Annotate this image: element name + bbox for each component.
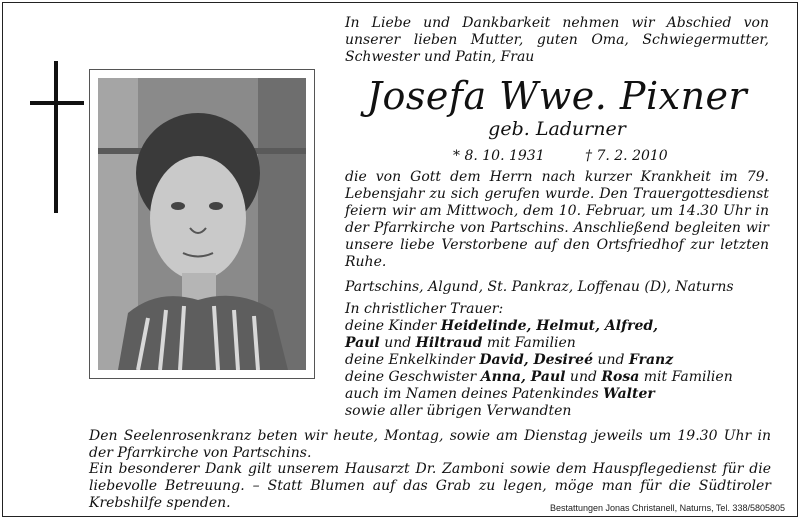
mourners-children-line-2: Paul und Hiltraud mit Familien [345,335,576,351]
portrait-frame [89,69,315,379]
mourners-heading: In christlicher Trauer: [345,301,504,317]
funeral-home-credit: Bestattungen Jonas Christanell, Naturns, Tel. 338/5805805 [550,503,785,513]
places-line: Partschins, Algund, St. Pankraz, Loffenau (D), Naturns [345,279,734,295]
mourners-godchild: auch im Namen deines Patenkindes Walter [345,386,655,402]
mourners-grandchildren: deine Enkelkinder David, Desireé und Franz [345,352,674,368]
mourners-children-line-1: deine Kinder Heidelinde, Helmut, Alfred, [345,318,659,334]
death-date: † 7. 2. 2010 [585,148,668,164]
funeral-details: die von Gott dem Herrn nach kurzer Krankheit im 79. Lebensjahr zu sich gerufen wurde. Den Trauergottesdienst feiern wir am Mittwoch, dem 10. Februar, um 14.30 Uhr in der Pfarrkirche von Partschins. Anschließend begleiten wir unsere liebe Verstorbene auf den Ortsfriedhof zur letzten Ruhe. [345,169,769,270]
intro-text: In Liebe und Dankbarkeit nehmen wir Abschied von unserer lieben Mutter, guten Oma, Schwiegermutter, Schwester und Patin, Frau [345,15,769,65]
obituary-notice [2,2,798,517]
mourners-relatives: sowie aller übrigen Verwandten [345,403,572,419]
deceased-name: Josefa Wwe. Pixner [366,74,748,118]
mourners-list [345,301,769,420]
birth-date: * 8. 10. 1931 [453,148,545,164]
mourners-siblings: deine Geschwister Anna, Paul und Rosa mit Familien [345,369,733,385]
portrait-photo [98,78,306,370]
birth-name: geb. Ladurner [488,118,626,140]
thanks-notice: Ein besonderer Dank gilt unserem Hausarzt Dr. Zamboni sowie dem Hauspflegedienst für die liebevolle Betreuung. – Statt Blumen auf das Grab zu legen, möge man für die Südtiroler Krebshilfe spenden. [89,461,771,511]
rosary-notice: Den Seelenrosenkranz beten wir heute, Montag, sowie am Dienstag jeweils um 19.30 Uhr in der Pfarrkirche von Partschins. [89,428,771,461]
